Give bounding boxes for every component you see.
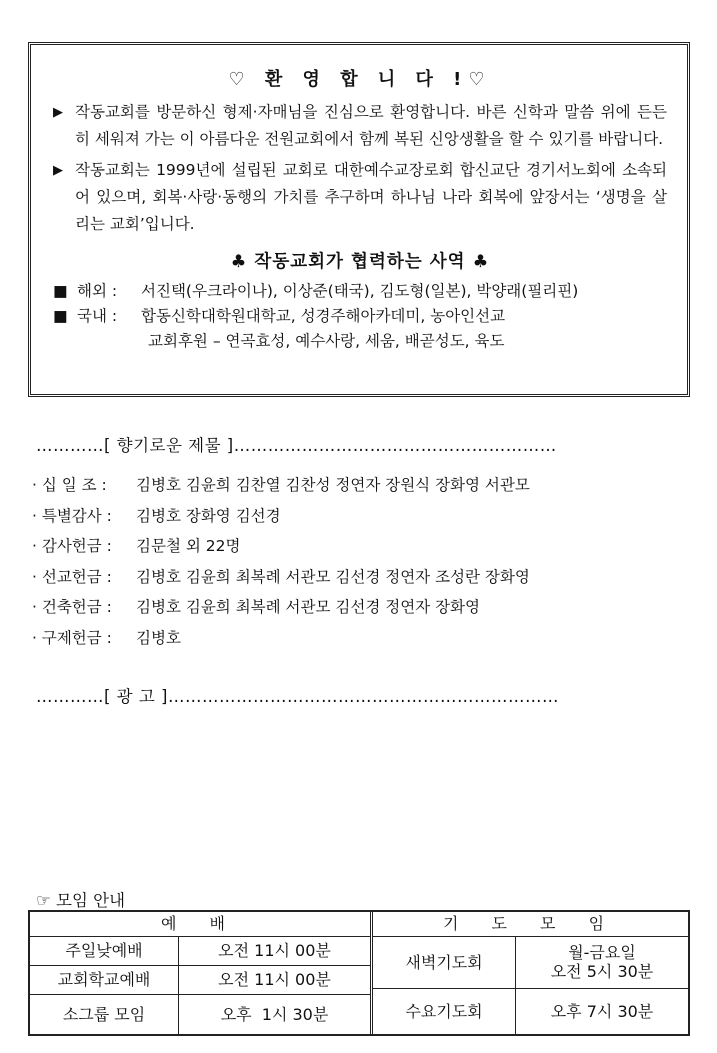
welcome-paragraph-text: 작동교회는 1999년에 설립된 교회로 대한예수교장로회 합신교단 경기서노회에 소속되어 있으며, 회복·사랑·동행의 가치를 추구하며 하나님 나라 회복에 앞장서는 ‘생명을 살리는 교회’입니다. [75, 161, 667, 233]
square-bullet-icon: ■ [53, 282, 68, 300]
mission-text: 서진택(우크라이나), 이상준(태국), 김도형(일본), 박양래(필리핀) [141, 282, 579, 300]
worship-time: 오전 11시 00분 [179, 936, 371, 965]
worship-name: 주일낮예배 [30, 936, 179, 965]
offering-names: 김병호 김윤희 최복례 서관모 김선경 정연자 조성란 장화영 [136, 567, 530, 586]
mission-row-overseas [53, 279, 667, 304]
worship-time: 오전 11시 00분 [179, 965, 371, 994]
list-item [32, 592, 530, 623]
meeting-table [28, 910, 690, 1036]
offering-names: 김병호 장화영 김선경 [136, 506, 281, 525]
offering-list [32, 470, 530, 653]
offering-names: 김병호 김윤희 김찬열 김찬성 정연자 장원식 장화영 서관모 [136, 476, 530, 494]
prayer-header: 기 도 모 임 [373, 912, 688, 936]
worship-time: 오후 1시 30분 [179, 994, 371, 1034]
list-item [32, 501, 530, 532]
offering-label: · 선교헌금 : [32, 567, 112, 586]
play-arrow-icon: ▶ [53, 105, 63, 120]
welcome-paragraph [53, 99, 667, 153]
offering-names: 김병호 김윤희 최복례 서관모 김선경 정연자 장화영 [136, 598, 480, 616]
mission-label: 국내 : [77, 307, 118, 325]
worship-header: 예 배 [30, 912, 370, 936]
list-item [32, 470, 530, 501]
meeting-title: ☞ 모임 안내 [36, 891, 126, 910]
offerings-header: …………[ 향기로운 제물 ]………………………………………………… [36, 436, 557, 455]
welcome-paragraph [53, 157, 667, 238]
prayer-time: 월-금요일 오전 5시 30분 [516, 936, 689, 988]
play-arrow-icon: ▶ [53, 163, 63, 178]
welcome-box [28, 42, 690, 397]
offering-names: 김문철 외 22명 [136, 537, 241, 555]
offering-label: · 건축헌금 : [32, 598, 112, 616]
offering-label: · 특별감사 : [32, 506, 112, 525]
mission-title: ♣ 작동교회가 협력하는 사역 ♣ [230, 252, 490, 272]
prayer-time: 오후 7시 30분 [516, 988, 689, 1034]
offering-label: · 십 일 조 : [32, 476, 107, 494]
ads-header: …………[ 광 고 ]…………………………………………………………… [36, 687, 559, 706]
welcome-paragraph-text: 작동교회를 방문하신 형제·자매님을 진심으로 환영합니다. 바른 신학과 말씀 위에 든든히 세워져 가는 이 아름다운 전원교회에서 함께 복된 신앙생활을 할 수 있기를 바랍니다. [75, 103, 667, 148]
list-item [32, 531, 530, 562]
square-bullet-icon: ■ [53, 307, 68, 325]
offering-label: · 감사헌금 : [32, 537, 112, 555]
prayer-name: 새벽기도회 [373, 936, 516, 988]
worship-name: 교회학교예배 [30, 965, 179, 994]
prayer-section [373, 912, 688, 1034]
mission-label: 해외 : [77, 282, 118, 300]
mission-text-continued: 교회후원 – 연곡효성, 예수사랑, 세움, 배곧성도, 육도 [148, 332, 505, 350]
mission-row-domestic [53, 304, 667, 329]
list-item [32, 562, 530, 593]
offering-label: · 구제헌금 : [32, 628, 112, 647]
mission-text: 합동신학대학원대학교, 성경주해아카데미, 농아인선교 [141, 307, 506, 325]
prayer-name: 수요기도회 [373, 988, 516, 1034]
worship-name: 소그룹 모임 [30, 994, 179, 1034]
list-item [32, 623, 530, 654]
offering-names: 김병호 [136, 628, 181, 647]
worship-section [30, 912, 373, 1034]
welcome-title: ♡ 환 영 합 니 다 !♡ [228, 69, 492, 90]
